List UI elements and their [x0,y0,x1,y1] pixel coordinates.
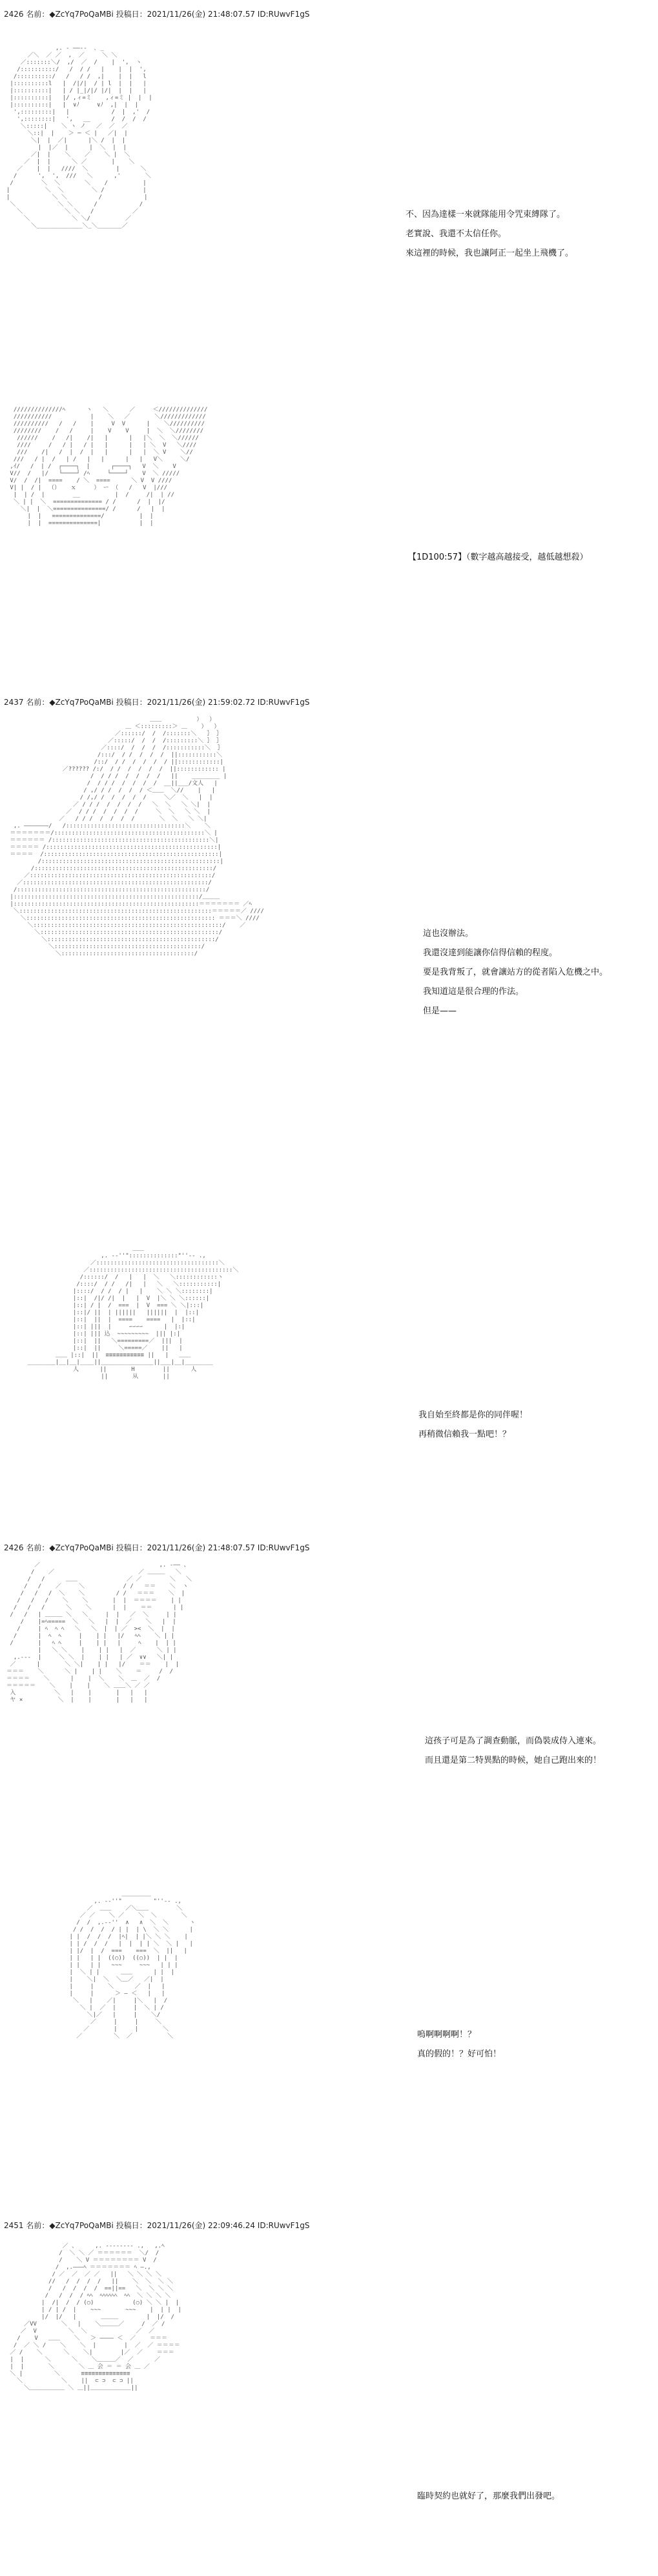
dialogue-line: 不、因為達樣一來就隊能用令咒束縛隊了。 [406,210,566,219]
dialogue-box [423,924,608,1021]
ascii-art-figure: ／ ,. -―― 、 / ／ ／ ＿＿＿ ＼ / / ＿＿ ／ ／ ＼ ＼ / / ／ ＼ / / ＝＝ ＼ ヽ / / / ＼ ＼ / / ＝＝＝ ＼ | / / / ＼ ＼ | | ＝＝＝＝ | | / / / ＼ ＼ | | ＝＝ | | / / | ＿＿＿ ＼ ＼ | | ／ ＼ | | / |=ﾍ===== ＼ ＼ | | ／ ＼ | | / | ﾍ ﾍ ﾍ ＼ ＼ | | ／ >< ＼ | | / | ﾍ ﾍ | | | |/ ﾍﾍ ＼ | | / | ﾍ ﾍ | | | | ﾍ | | | | ＼ ＼ | | | | ／ ＼ | | ,.--- | ＼ ＼ | | | | ／ ∨∨ ＼| | ／ | ＼ ＼| | | |/ ＝＝ | | ＝＝＝ ＼ ＼ | | | ＼ ＝ / / ＝＝＝＝ ＼ | | ＼ ＼ ＿ ／ / ＝＝＝＝＝ ＼ | | ＼ ＿＿＼ ／ ／ 入 ＼ | | | | | ヤ × ＼ | | | | | [6,1562,192,1703]
dialogue-line: 我還沒達到能讓你信得信賴的程度。 [423,948,558,958]
dialogue-line: 但是—— [423,1006,457,1016]
dialogue-line: 再稍微信賴我一點吧！？ [418,1430,511,1439]
ascii-art-figure: ,. - ――‐- ､ _ ／＼ ／ ／ , ／ ＼ ＼ ／:::::::＼/ ,/ ／ / | ', ヽ /::::::::::/ / / / | | | ', /::::::::::/ / / / ,| | | l |::::::::::l | /|/| / | l | | | |::::::::::| | / |_|/|/ |/| | | | |::::::::::| |/ ,ィ=ミ ,ィ=ミ | | | |::::::::::| | ∨ﾉ ∨ﾉ ,| | | ',:::::::::| | / | ,' / ',::::::::| ', __ / / / / ＼:::::| ＼ ヽ ノ ／ ／ ／ ＼::| | ＞ ─ ＜ | ／| | ＼| | ／| |＼ / | | | |／ | | ＼ | | ／| | ＼ ／ ＼ | ＼ ／ | | ＼ ／ | ＼ ／ | | //// ＼ | ＼ / ', ', /// ＼ ,' ＼ / ＼ ＼ ＼ / | | ＼ ＼ ＼ / | | ＼ ＼ / | ＼ ＼ ＼ / / ＼ ＼ ＼ / ／ ＼ ＼ ＼/ ／ ＼_____________＼_＼_______／ [6,45,152,229]
ascii-art-figure: ＿＿＿＿＿ ,. -‐''" "''‐- ., ／ ＿＿ ／＼＿＿ ＼ ／ ／ ＼ ／ ＼ ＼ ＼ / / ,.-‐'' ∧ ∧ ＼ ＼ ヽ / / / / / | | | \ ＼ ＼ | | | / / / |ﾍ| | |＼ ＼ ＼ | | | / / / | | | | ＼ ＼ | | | |/ | / === === ＼ || | | | | | ((○)) ((○)) | | | | | | | ~~~ ~~~ | | | | ＼ | | ＿＿ | | | | ＼| ＼ ＼＿／ ／| | | | ＼ ／ | | | | ＞ ― ＜ | | ＼ | ／| |＼ | / ＼ | ／ | | ＼ | / ＼|／ | | ＼/ ／ | | ＼ ／ | | ＼ ／ ＼ ／ ＼ [69,1891,196,2040]
dialogue-line: 而且還是第二特異點的時候，她自己跑出來的！ [425,1756,602,1765]
dialogue-box [425,1732,601,1770]
dialogue-box [417,2490,560,2504]
dialogue-line: 我自始至終都是你的同伴喔！ [418,1410,528,1420]
dialogue-line: 真的假的！？好可怕！ [417,2049,502,2059]
ascii-art-figure: ＿＿ ,. -‐''"::::::::::::::"''‐- ., ／:::::::::::::::::::::::::::::::::::＼ ／:::::::::::::::::::::::::::::::::::::::::＼ /::::::/ / | | ＼ ＼::::::::::::ヽ /::::/ / / /| | ＼ ＼:::::::::::| |::::/ / / / | | ＼ ＼ ＼::::::::| |::| /|/ /| | | V |＼ ＼ ＼::::::| |::| / | / === | V === ＼ ＼|:::| |::|/ || | |||||| |||||| | |::| |::| || | ==== ==== | |::| |::| ||| | ∽∽∽∽ | |:| |::| ||| 込 ~~~~~~~~~ ||| |:| |::| || ＼=========／ ||| | |::| || ＼=====／ || | ＿＿ |::| || ≡≡≡≡≡≡≡≡≡≡≡ || | ＿＿ ________|__|__|____||_______________||___|__|________ 人 || H || 人 || 从 || [27,1246,239,1380]
post-header: 2426 名前：◆ZcYq7PoQaMBi 投稿日：2021/11/26(金) 21:48:07.57 ID:RUwvF1gS [4,1543,310,1552]
dialogue-box [406,205,573,263]
dialogue-box [418,1406,528,1445]
dialogue-line: 這孩子可是為了調查動脈，而偽裝成侍入連來。 [425,1736,602,1746]
dialogue-line: 臨時契約也就好了，那麼我們出發吧。 [417,2491,560,2501]
dialogue-line: 嗚啊啊啊啊！？ [417,2030,477,2040]
dialogue-line: 要是我背叛了，就會讓站方的從者陷入危機之中。 [423,968,608,977]
ascii-art-figure: ／ 、 ,. -‐‐‐‐‐‐- ., ,.ﾍ / ＼ ＼ ／ ＝＝＝＝＝＝ ＼/ / / ＼ V ＝＝＝＝＝＝＝＝ V / / ,.―――ﾍ ＝＝＝＝＝＝＝ ﾍ ―., / ／ ／ ／ ／ || ＼ ＼ ＼ ＼ // / / / / || ＼ ＼ ＼ ＼ / / / / / ==||== ＼ ＼ ＼ ＼ / / / / ﾍﾍ ﾍﾍﾍﾍﾍﾍ ﾍﾍ ＼ ＼ ＼ ＼ | /| / / (○) (○) ＼ ＼ | | | / | / | ~~~ ~~~ | | | | |/ |/ | ＿＿＿ | |/ / ／VV ＼ | ＼＿＿＿／ / ／ / ／ V ＼ ＼ ／ ／ / V ＿＿ ＼ ＞ ―――― ＜ ／ ＝＝＝ / ／ ＼ / ＼ ＼ | | ／ ／ ＝＝＝＝ ／ / ＼ ＼ ＼| |／ ／ ＝＝＝ | | ＼ ＼ ＼＿＿＿／ ／ ／ | | ＼ ＼ ＿ 会 ＝ ＝ 会 ＿ ／ ＼ | ＼ ≡≡≡≡≡≡≡≡≡≡≡≡≡≡ ＼ ＼ || ⊂ ⊃ ⊂ ⊃ || ＼＿＿＿＿＿＿ ＼ ＿||＿＿＿＿＿＿＿|| [10,2243,181,2391]
post-header: 2451 名前：◆ZcYq7PoQaMBi 投稿日：2021/11/26(金) 22:09:46.24 ID:RUwvF1gS [4,2221,310,2230]
dialogue-line: 這也沒辦法。 [423,929,474,938]
ascii-art-figure: //////////////ﾍ ヽ ＼ ／ ＜////////////// /////////// | ＼ ／ ＼///////////// ////////// / / | V V | ＼////////// //////// / / | V V | ＼ ＼//////// ////// / /| /| | | |＼ ＼ ＼////// //// / / | / | | | | ＼ V ＼//// /// /| / | / | | | | ＼ V ＼// /// / | / | / | | | | V＼ ＼/ ,ｲ/ / | / ┌────┐ | ┌────┐ V ＼ V V// / |/ └────┘ /ﾍ └────┘ V ＼ ///// V/ / /| ==== / ＼ ==== ＼ V V //// V| | / | （） ｘ ） ー （ / V |/// | | / | __ | / /| | // ＼ | | ＼ ============== / / / | |/ ＼| | ＼===============/ / / | | | | ==============/ | | | | ==============| | | [10,407,208,527]
dialogue-line: 老實說、我還不太信任你。 [406,229,507,239]
dialogue-box [417,2025,501,2064]
dialogue-box [408,551,588,565]
dialogue-line: 【1D100:57】（數字越高越接受，越低越想殺） [408,553,588,562]
dialogue-line: 我知道這是很合理的作法。 [423,987,524,997]
ascii-art-figure: ＿＿ ） ） ＿ ＜:::::::::＞ ＿ ） ） ／::::::/ / /:::::::＼ ｝ ｝ ／:::::/ / / /:::::::::＼ ｝ ｝ ／::::/ / / / /:::::::::::＼ ｝ /:::/ / / / / / ||:::::::::::＼ /::/ / / / / / / ||::::::::::::| ／?????? /:/ / / / / / / ||:::::::::::: | / / / / / / / / || ________ | / / / / / / / / __||___/文人 | / ,/ / / / / / ＜＿＿ ＼// | | / /,/ / / / / / ＼／ ＼ | | ／ / / / / / / / ＼ ＼ ＼ ＼| | ／ / / / / / / / ＼ ＼ ＼ ＼ | ／ / / / / / / / ＼ ＼ ＼ ＼| ,. ―――――――/ /::::::::::::::::::::::::::::::::::＼ ＼ ＝＝＝＝＝＝＝/:::::::::::::::::::::::::::::::::::::::::::＼ | ＝＝＝＝＝＝ /:::::::::::::::::::::::::::::::::::::::::::::＼| ＝＝＝＝＝ /:::::::::::::::::::::::::::::::::::::::::::::::::| ＝＝＝＝ /::::::::::::::::::::::::::::::::::::::::::::::::::| /:::::::::::::::::::::::::::::::::::::::::::::::::::| /:::::::::::::::::::::::::::::::::::::::::::::::::::/ ／::::::::::::::::::::::::::::::::::::::::::::::::::::/ ／:::::::::::::::::::::::::::::::::::::::::::::::::::::/ /::::::::::::::::::::::::::::::::::::::::::::::::::::::/ |:::::::::::::::::::::::::::::::::::::::::::::::::::::/＿＿＿ |:::::::::::::::::::::::::::::::::::::::::::::::::::::＝＝＝＝＝＝＝ ／ﾍ ＼:::::::::::::::::::::::::::::::::::::::::::::::::::::::＝＝＝＝＝／ //// ＼:::::::::::::::::::::::::::::::::::::::::::::::::::::: ＝＝＝＼ //// ＼::::::::::::::::::::::::::::::::::::::::::::::::::::::/ ／ ＼:::::::::::::::::::::::::::::::::::::::::::::::::::/ ＼::::::::::::::::::::::::::::::::::::::::::::::::/ ＼::::::::::::::::::::::::::::::::::::::::::/ ＼::::::::::::::::::::::::::::::::::::::/ [10,716,264,957]
post-header: 2437 名前：◆ZcYq7PoQaMBi 投稿日：2021/11/26(金) 21:59:02.72 ID:RUwvF1gS [4,698,310,707]
post-header: 2426 名前：◆ZcYq7PoQaMBi 投稿日：2021/11/26(金) 21:48:07.57 ID:RUwvF1gS [4,10,310,19]
dialogue-line: 來這裡的時候，我也讓阿正一起坐上飛機了。 [406,248,574,258]
